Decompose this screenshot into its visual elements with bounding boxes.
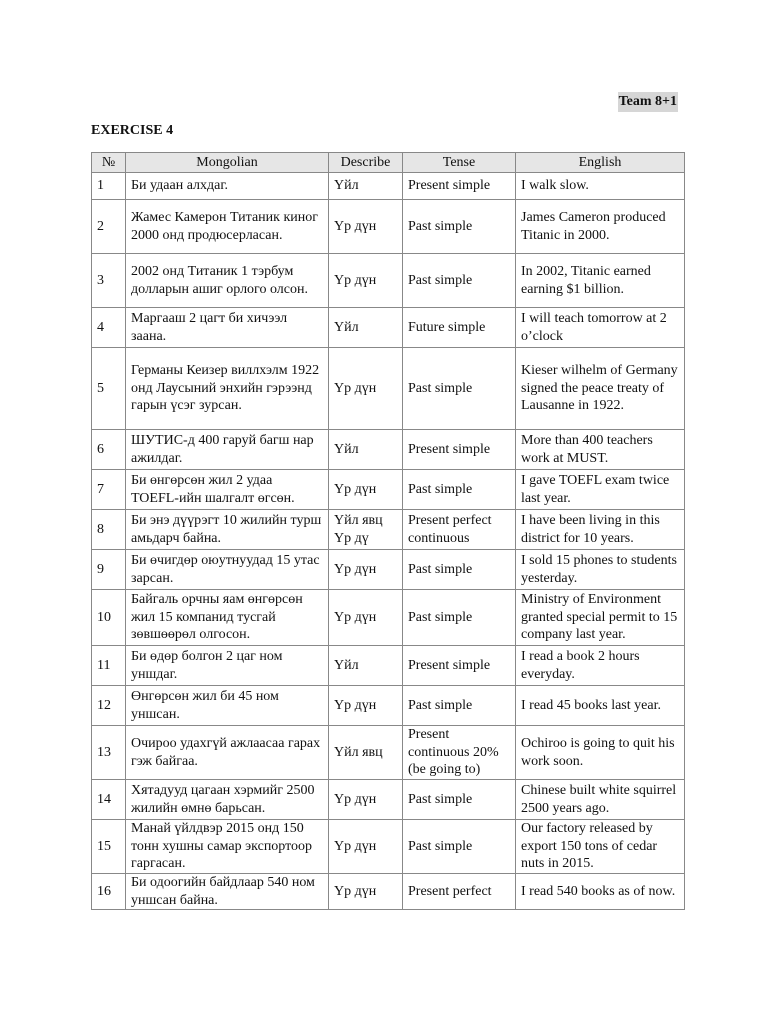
table-row [92,874,685,910]
cell-number: 12 [92,686,126,726]
cell-describe: Үр дүн [329,874,403,910]
cell-english: I will teach tomorrow at 2 o’clock [516,308,685,348]
table-row [92,780,685,820]
cell-number: 14 [92,780,126,820]
table-row [92,470,685,510]
table-row [92,254,685,308]
cell-number: 16 [92,874,126,910]
table-row [92,200,685,254]
cell-describe: Үр дүн [329,590,403,646]
cell-english: Kieser wilhelm of Germany signed the peace treaty of Lausanne in 1922. [516,348,685,430]
cell-number: 6 [92,430,126,470]
cell-english: Chinese built white squirrel 2500 years ago. [516,780,685,820]
table-row [92,646,685,686]
cell-english: I read 540 books as of now. [516,874,685,910]
header-mongolian: Mongolian [126,153,329,173]
header-describe: Describe [329,153,403,173]
table-row [92,510,685,550]
cell-tense: Past simple [403,550,516,590]
cell-mongolian: Хятадууд цагаан хэрмийг 2500 жилийн өмнө барьсан. [126,780,329,820]
table-row [92,348,685,430]
cell-mongolian: Байгаль орчны яам өнгөрсөн жил 15 компанид тусгай зөвшөөрөл олгосон. [126,590,329,646]
cell-number: 13 [92,726,126,780]
cell-mongolian: 2002 онд Титаник 1 тэрбум долларын ашиг орлого олсон. [126,254,329,308]
cell-tense: Future simple [403,308,516,348]
cell-describe: Үйл [329,646,403,686]
cell-mongolian: ШУТИС-д 400 гаруй багш нар ажилдаг. [126,430,329,470]
cell-number: 11 [92,646,126,686]
cell-tense: Present simple [403,173,516,200]
cell-describe: Үр дүн [329,780,403,820]
cell-number: 7 [92,470,126,510]
cell-english: Ochiroo is going to quit his work soon. [516,726,685,780]
cell-tense: Past simple [403,200,516,254]
cell-mongolian: Германы Кеизер виллхэлм 1922 онд Лаусыний энхийн гэрээнд гарын үсэг зурсан. [126,348,329,430]
table-row [92,550,685,590]
cell-english: More than 400 teachers work at MUST. [516,430,685,470]
cell-describe: Үйл явц [329,726,403,780]
cell-number: 5 [92,348,126,430]
cell-english: I read 45 books last year. [516,686,685,726]
cell-number: 1 [92,173,126,200]
cell-mongolian: Манай үйлдвэр 2015 онд 150 тонн хушны самар экспортоор гаргасан. [126,820,329,874]
cell-english: Ministry of Environment granted special permit to 15 company last year. [516,590,685,646]
cell-mongolian: Маргааш 2 цагт би хичээл заана. [126,308,329,348]
cell-describe: Үйл [329,430,403,470]
cell-mongolian: Би энэ дүүрэгт 10 жилийн турш амьдарч байна. [126,510,329,550]
cell-describe: Үр дүн [329,820,403,874]
cell-tense: Present perfect continuous [403,510,516,550]
table-row [92,308,685,348]
table-row [92,726,685,780]
cell-english: I sold 15 phones to students yesterday. [516,550,685,590]
cell-english: James Cameron produced Titanic in 2000. [516,200,685,254]
cell-number: 8 [92,510,126,550]
cell-tense: Past simple [403,686,516,726]
cell-tense: Past simple [403,820,516,874]
cell-mongolian: Би одоогийн байдлаар 540 ном уншсан байна. [126,874,329,910]
table-row [92,173,685,200]
cell-tense: Present simple [403,430,516,470]
cell-english: I have been living in this district for 10 years. [516,510,685,550]
cell-mongolian: Би өдөр болгон 2 цаг ном уншдаг. [126,646,329,686]
cell-number: 15 [92,820,126,874]
header-english: English [516,153,685,173]
cell-tense: Present continuous 20% (be going to) [403,726,516,780]
table-header-row [92,153,685,173]
cell-describe: Үр дүн [329,348,403,430]
table-row [92,820,685,874]
cell-mongolian: Би өчигдөр оюутнуудад 15 утас зарсан. [126,550,329,590]
cell-describe: Үр дүн [329,200,403,254]
table-row [92,686,685,726]
cell-describe: Үйл [329,173,403,200]
exercise-title: EXERCISE 4 [91,123,174,138]
header-number: № [92,153,126,173]
cell-describe: Үйл явц Үр дү [329,510,403,550]
cell-tense: Past simple [403,780,516,820]
cell-describe: Үр дүн [329,470,403,510]
cell-tense: Present simple [403,646,516,686]
cell-mongolian: Жамес Камерон Титаник киног 2000 онд продюсерласан. [126,200,329,254]
cell-english: In 2002, Titanic earned earning $1 billion. [516,254,685,308]
table-row [92,590,685,646]
cell-number: 4 [92,308,126,348]
cell-tense: Past simple [403,470,516,510]
cell-tense: Past simple [403,590,516,646]
team-label: Team 8+1 [618,92,678,112]
cell-number: 10 [92,590,126,646]
cell-number: 2 [92,200,126,254]
header-tense: Tense [403,153,516,173]
cell-describe: Үйл [329,308,403,348]
cell-tense: Present perfect [403,874,516,910]
cell-describe: Үр дүн [329,254,403,308]
cell-describe: Үр дүн [329,550,403,590]
cell-mongolian: Би өнгөрсөн жил 2 удаа TOEFL-ийн шалгалт өгсөн. [126,470,329,510]
cell-mongolian: Өнгөрсөн жил би 45 ном уншсан. [126,686,329,726]
cell-english: I read a book 2 hours everyday. [516,646,685,686]
cell-number: 9 [92,550,126,590]
cell-mongolian: Би удаан алхдаг. [126,173,329,200]
cell-tense: Past simple [403,348,516,430]
cell-tense: Past simple [403,254,516,308]
table-row [92,430,685,470]
cell-mongolian: Очироо удахгүй ажлаасаа гарах гэж байгаа. [126,726,329,780]
cell-describe: Үр дүн [329,686,403,726]
cell-number: 3 [92,254,126,308]
cell-english: I gave TOEFL exam twice last year. [516,470,685,510]
exercise-table [91,152,685,910]
cell-english: I walk slow. [516,173,685,200]
cell-english: Our factory released by export 150 tons of cedar nuts in 2015. [516,820,685,874]
